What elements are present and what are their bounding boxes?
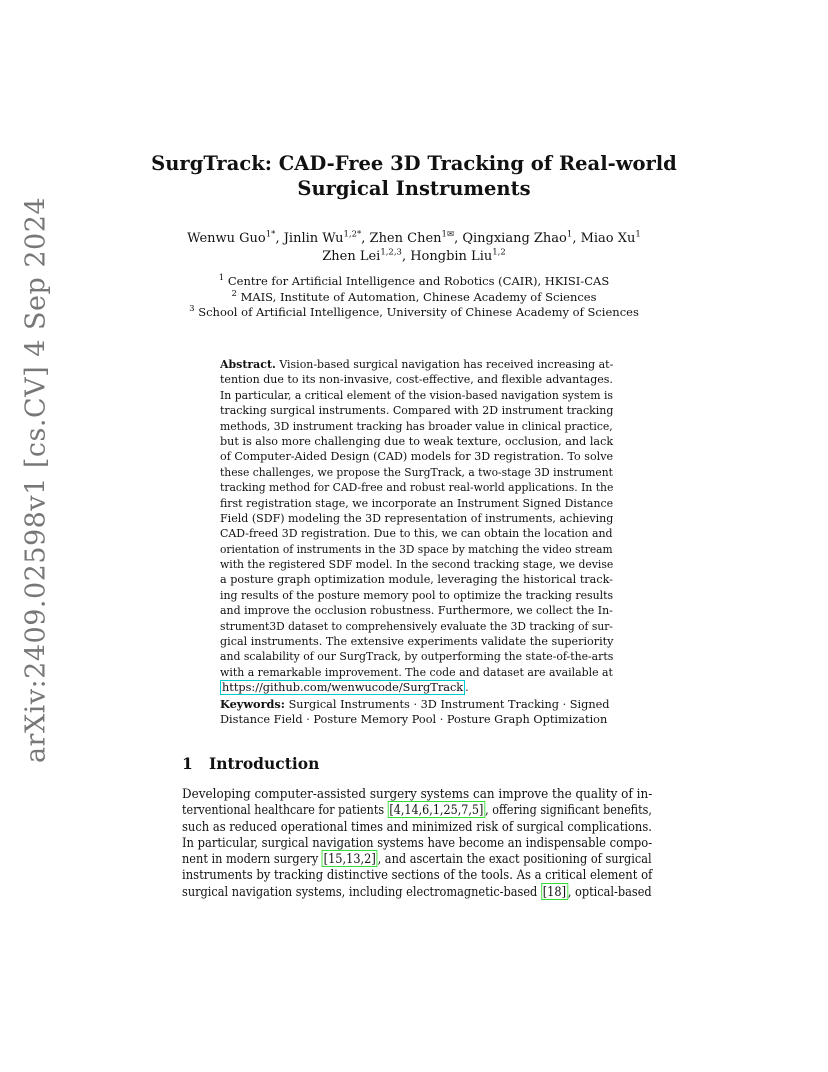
abstract-line [220, 403, 613, 418]
abstract-text: strument3D dataset to comprehensively evaluate the 3D tracking of sur- [220, 619, 613, 633]
abstract-line [220, 419, 613, 434]
abstract-text: Vision-based surgical navigation has received increasing at- [279, 358, 614, 371]
author-name: Hongbin Liu [410, 249, 493, 264]
paper-title [150, 151, 678, 201]
affiliation-number: 1 [218, 273, 225, 284]
author-name: Qingxiang Zhao [462, 231, 567, 246]
abstract-text: first registration stage, we incorporate an Instrument Signed Distance [220, 496, 614, 510]
author-separator: , [275, 231, 284, 246]
paragraph-text: , optical-based [567, 883, 652, 899]
arxiv-identifier: arXiv:2409.02598v1 [cs.CV] 4 Sep 2024 [20, 196, 52, 764]
abstract-text: tracking method for CAD-free and robust real-world applications. In the [220, 481, 614, 495]
author-line-2 [150, 248, 678, 266]
abstract-line [220, 680, 613, 695]
abstract-line [220, 665, 613, 680]
abstract-line [220, 357, 613, 372]
keywords-text: Surgical Instruments · 3D Instrument Tracking · Signed [288, 698, 610, 711]
author-name: Zhen Lei [322, 249, 381, 264]
author-name: Miao Xu [580, 231, 636, 246]
abstract-line [220, 496, 613, 511]
abstract-line [220, 388, 613, 403]
abstract-text: and improve the occlusion robustness. Furthermore, we collect the In- [220, 604, 613, 618]
abstract-text: a posture graph optimization module, leveraging the historical track- [220, 573, 613, 587]
keywords-text: Distance Field · Posture Memory Pool · Posture Graph Optimization [220, 713, 608, 727]
paragraph-text: , offering significant benefits, [485, 802, 652, 818]
author-name: Zhen Chen [369, 231, 442, 246]
abstract-line [220, 372, 613, 387]
author-affil-sup: 1✉ [441, 229, 455, 240]
abstract-text: with the registered SDF model. In the second tracking stage, we devise [220, 558, 614, 572]
code-repository-link[interactable]: https://github.com/wenwucode/SurgTrack [222, 681, 464, 695]
introduction-paragraph [182, 786, 652, 900]
abstract-line [220, 542, 613, 557]
abstract-line [220, 449, 613, 464]
abstract-text: . [465, 681, 469, 695]
keywords [220, 697, 613, 728]
arxiv-sidebar-stamp [8, 170, 64, 790]
abstract-line [220, 526, 613, 541]
paragraph-line [182, 835, 652, 851]
affiliation-list [150, 274, 678, 321]
abstract-text: tention due to its non-invasive, cost-effective, and flexible advantages. [220, 373, 613, 387]
abstract-text: with a remarkable improvement. The code and dataset are available at [220, 665, 613, 679]
affiliation-text: School of Artificial Intelligence, University of Chinese Academy of Sciences [198, 305, 639, 319]
paragraph-text: nent in modern surgery [182, 851, 319, 867]
author-separator: , [401, 249, 411, 264]
author-separator: , [572, 231, 581, 246]
abstract-text: of Computer-Aided Design (CAD) models for 3D registration. To solve [220, 450, 614, 464]
keywords-line [220, 712, 613, 727]
paragraph-line [182, 867, 652, 883]
author-separator: , [361, 231, 370, 246]
abstract-line [220, 511, 613, 526]
abstract-text: but is also more challenging due to weak texture, occlusion, and lack [220, 434, 614, 448]
abstract-text: these challenges, we propose the SurgTrack, a two-stage 3D instrument [220, 465, 613, 479]
abstract-line [220, 649, 613, 664]
abstract-line [220, 634, 613, 649]
affiliation [150, 274, 678, 290]
paragraph-line [182, 786, 652, 802]
abstract-text: In particular, a critical element of the vision-based navigation system is [220, 388, 613, 402]
paragraph-text: terventional healthcare for patients [182, 802, 385, 818]
paragraph-text: Developing computer-assisted surgery systems can improve the quality of in- [182, 786, 653, 801]
paragraph-text: surgical navigation systems, including electromagnetic-based [182, 883, 538, 899]
citation-link[interactable]: [15,13,2] [323, 851, 376, 867]
abstract-label: Abstract. [220, 357, 276, 371]
author-affil-sup: 1,2 [492, 247, 506, 258]
abstract-line [220, 465, 613, 480]
citation-link[interactable]: [18] [542, 883, 567, 899]
affiliation-text: Centre for Artificial Intelligence and Robotics (CAIR), HKISI-CAS [227, 274, 610, 288]
affiliation [150, 290, 678, 306]
abstract-text: orientation of instruments in the 3D space by matching the video stream [220, 542, 613, 556]
author-name: Jinlin Wu [283, 231, 344, 246]
author-affil-sup: 1 [566, 229, 573, 240]
author-affil-sup: 1,2* [343, 229, 362, 240]
paragraph-line [182, 802, 652, 818]
paragraph-text: , and ascertain the exact positioning of surgical [377, 851, 652, 867]
title-line: Surgical Instruments [297, 177, 531, 200]
abstract-line [220, 603, 613, 618]
keywords-line [220, 697, 613, 712]
affiliation-number: 2 [231, 288, 237, 299]
section-title: Introduction [209, 754, 320, 773]
paragraph-line [182, 819, 652, 835]
abstract-line [220, 588, 613, 603]
abstract-text: methods, 3D instrument tracking has broader value in clinical practice, [220, 419, 613, 433]
paragraph-text: instruments by tracking distinctive sections of the tools. As a critical element of [182, 867, 653, 883]
paragraph-text: In particular, surgical navigation systems have become an indispensable compo- [182, 834, 653, 850]
abstract-text: ing results of the posture memory pool to optimize the tracking results [220, 588, 614, 602]
author-affil-sup: 1,2,3 [380, 247, 402, 258]
abstract-text: Field (SDF) modeling the 3D representation of instruments, achieving [220, 511, 614, 525]
citation-link[interactable]: [4,14,6,1,25,7,5] [389, 802, 484, 818]
author-list [150, 230, 678, 266]
section-heading [182, 754, 319, 773]
affiliation-number: 3 [189, 304, 195, 315]
abstract [220, 357, 613, 696]
paragraph-line [182, 851, 652, 867]
abstract-line [220, 557, 613, 572]
author-affil-sup: 1 [635, 229, 641, 240]
abstract-text: and scalability of our SurgTrack, by outperforming the state-of-the-arts [220, 650, 614, 664]
section-number: 1 [182, 754, 193, 773]
abstract-line [220, 434, 613, 449]
author-separator: , [454, 231, 463, 246]
title-line: SurgTrack: CAD-Free 3D Tracking of Real-world [151, 152, 677, 175]
keywords-label: Keywords: [220, 697, 285, 711]
abstract-line [220, 572, 613, 587]
abstract-text: CAD-freed 3D registration. Due to this, we can obtain the location and [220, 527, 613, 541]
abstract-text: tracking surgical instruments. Compared with 2D instrument tracking [220, 404, 614, 418]
affiliation [150, 305, 678, 321]
abstract-line [220, 480, 613, 495]
author-affil-sup: 1* [265, 229, 276, 240]
abstract-line [220, 619, 613, 634]
author-line-1 [150, 230, 678, 248]
abstract-text: gical instruments. The extensive experiments validate the superiority [220, 635, 614, 649]
affiliation-text: MAIS, Institute of Automation, Chinese Academy of Sciences [240, 289, 597, 304]
paragraph-line [182, 884, 652, 900]
author-name: Wenwu Guo [187, 231, 266, 246]
paragraph-text: such as reduced operational times and minimized risk of surgical complications. [182, 818, 652, 834]
